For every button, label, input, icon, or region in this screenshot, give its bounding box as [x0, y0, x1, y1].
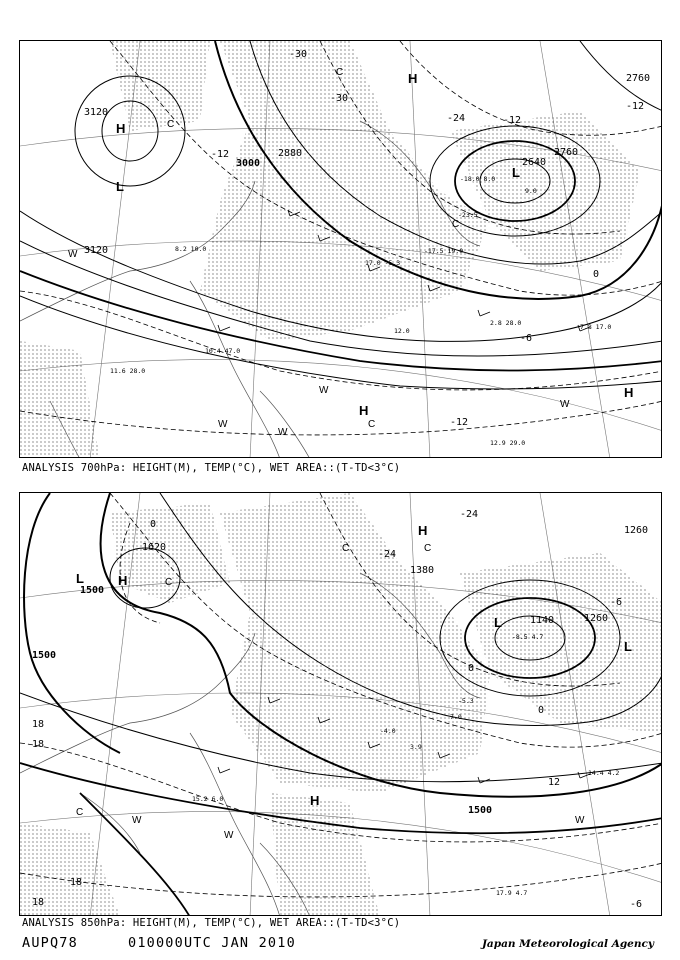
high-pressure-center: H	[418, 523, 428, 538]
contour-label: 2640	[522, 157, 547, 168]
contour-label: 1260	[624, 525, 649, 536]
contour-label: 1500	[468, 805, 493, 816]
isotherm-label: 18	[32, 897, 45, 908]
station-value: 8.2 10.0	[175, 245, 207, 253]
station-value: -4.0	[380, 727, 396, 735]
contour-label: 1500	[80, 585, 105, 596]
agency-name: Japan Meteorological Agency	[481, 938, 654, 950]
station-value: 15.2 6.0	[192, 795, 224, 803]
wet-area-850	[20, 493, 662, 916]
low-pressure-center: L	[76, 571, 84, 586]
station-value: 17.9 4.7	[496, 889, 528, 897]
isotherm-label: 0	[468, 663, 475, 674]
station-value: 7.8 17.0	[580, 323, 612, 331]
contour-label: 1260	[584, 613, 609, 624]
warm-marker: W	[224, 830, 234, 841]
caption-700hpa: ANALYSIS 700hPa: HEIGHT(M), TEMP(°C), WET AREA::(T-TD<3°C)	[22, 462, 401, 474]
low-pressure-center: L	[624, 639, 632, 654]
isotherm-label: 18	[32, 719, 45, 730]
isotherm-label: 0	[593, 269, 600, 280]
map-850hpa-canvas	[20, 493, 662, 916]
station-value: 10.4 47.0	[205, 347, 241, 355]
high-pressure-center: H	[359, 403, 369, 418]
station-value: 12.9 29.0	[490, 439, 526, 447]
station-value: -17.5 19.0	[424, 247, 464, 255]
isotherm-label: -24	[378, 549, 397, 560]
cold-marker: C	[424, 543, 432, 554]
warm-marker: W	[575, 815, 585, 826]
chart-700hpa	[19, 40, 662, 458]
isotherm-label: 12	[548, 777, 561, 788]
cold-marker: C	[336, 67, 344, 78]
low-pressure-center: L	[494, 615, 502, 630]
station-value: -5.3	[458, 697, 474, 705]
low-pressure-center: L	[512, 165, 520, 180]
product-code: AUPQ78	[22, 935, 78, 951]
contour-label: 1140	[530, 615, 555, 626]
cold-marker: C	[76, 807, 84, 818]
contour-label: 1500	[32, 650, 57, 661]
isotherm-label: -30	[289, 49, 308, 60]
isotherm-label: -6	[610, 597, 623, 608]
chart-850hpa	[19, 492, 662, 916]
warm-marker: W	[132, 815, 142, 826]
high-pressure-center: H	[408, 71, 418, 86]
station-value: 7.0	[450, 713, 462, 721]
station-value: 2.8 28.0	[490, 319, 522, 327]
isotherm-label: -12	[450, 417, 469, 428]
low-pressure-center: L	[116, 179, 124, 194]
station-value: 17.0 -5.3	[365, 259, 401, 267]
station-value: -8.5 4.7	[512, 633, 544, 641]
isotherm-label: -6	[630, 899, 643, 910]
isotherm-label: 18	[32, 739, 45, 750]
high-pressure-center: H	[118, 573, 128, 588]
station-value: 11.6 28.0	[110, 367, 146, 375]
cold-marker: C	[452, 219, 460, 230]
contour-label: 3120	[84, 107, 109, 118]
warm-marker: W	[278, 427, 288, 438]
station-value: -23.5	[458, 211, 478, 219]
contour-label: 3000	[236, 158, 261, 169]
contour-label: 2880	[278, 148, 303, 159]
contour-label: 1380	[410, 565, 435, 576]
high-pressure-center: H	[624, 385, 634, 400]
isotherm-label: 0	[150, 519, 157, 530]
warm-marker: W	[68, 249, 78, 260]
isotherm-label: -6	[520, 333, 533, 344]
high-pressure-center: H	[116, 121, 126, 136]
cold-marker: C	[368, 419, 376, 430]
isotherm-label: -12	[503, 115, 522, 126]
contour-label: 2760	[554, 147, 579, 158]
isotherm-label: 18	[70, 877, 83, 888]
station-value: 9.0	[525, 187, 537, 195]
station-value: -18.0 8.0	[460, 175, 496, 183]
isotherm-label: -12	[626, 101, 645, 112]
warm-marker: W	[319, 385, 329, 396]
cold-marker: C	[167, 119, 175, 130]
map-700hpa-canvas	[20, 41, 662, 458]
valid-time: 010000UTC JAN 2010	[128, 935, 296, 951]
isotherm-label: -30	[330, 93, 349, 104]
contour-label: 3120	[84, 245, 109, 256]
warm-marker: W	[218, 419, 228, 430]
station-value: 12.0	[394, 327, 410, 335]
high-pressure-center: H	[310, 793, 320, 808]
isotherm-label: 0	[538, 705, 545, 716]
isotherm-label: -24	[447, 113, 466, 124]
contour-label: 1620	[142, 542, 167, 553]
caption-850hpa: ANALYSIS 850hPa: HEIGHT(M), TEMP(°C), WET AREA::(T-TD<3°C)	[22, 917, 401, 929]
station-value: 14.4 4.2	[588, 769, 620, 777]
cold-marker: C	[342, 543, 350, 554]
isotherm-label: -24	[460, 509, 479, 520]
isotherm-label: -12	[211, 149, 230, 160]
cold-marker: C	[165, 577, 173, 588]
station-value: 3.9	[410, 743, 422, 751]
warm-marker: W	[560, 399, 570, 410]
contour-label: 2760	[626, 73, 651, 84]
